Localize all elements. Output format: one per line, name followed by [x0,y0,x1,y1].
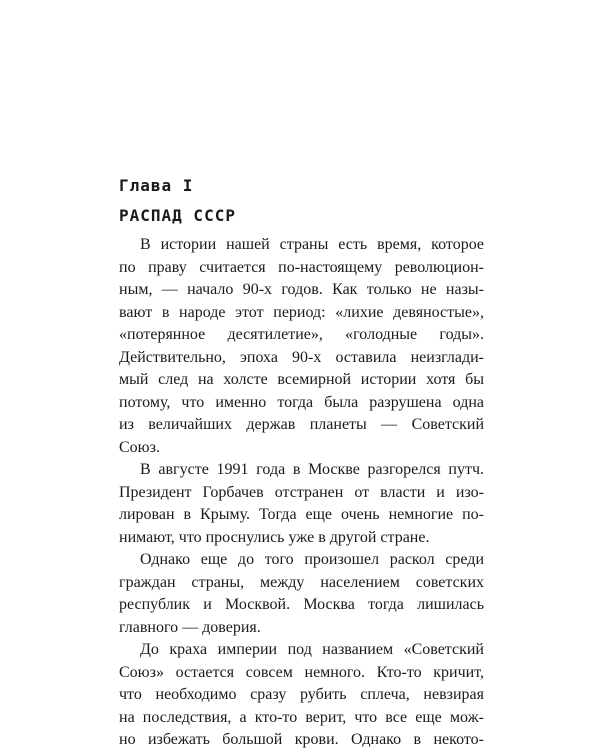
text-line: В августе 1991 года в Москве разгорелся путч. [140,461,484,478]
text-line: В истории нашей страны есть время, которое [140,236,484,253]
text-line: Действительно, эпоха 90-х оставила неизглади- [119,348,484,366]
body-text [119,234,484,752]
text-line: но избежать большой крови. Однако в некото- [119,731,484,748]
text-line: из величайших держав планеты — Советский [119,416,484,433]
text-line: Союз» остается совсем немного. Кто-то кричит, [119,663,484,681]
text-line: лирован в Крыму. Тогда еще очень немногие по- [119,506,484,523]
text-line: «потерянное десятилетие», «голодные годы». [119,326,484,343]
text-line: мый след на холсте всемирной истории хотя бы [119,371,484,388]
text-line: До краха империи под названием «Советский [140,641,484,658]
text-line: потому, что именно тогда была разрушена одна [119,393,484,411]
text-line: на последствия, а кто-то верит, что все еще мож- [119,708,484,726]
text-line: что необходимо сразу рубить сплеча, невзирая [119,686,484,703]
text-line: Однако еще до того произошел раскол среди [140,551,484,568]
text-line: республик и Москвой. Москва тогда лишилась [119,596,484,613]
text-line: по праву считается по-настоящему революцион- [119,258,484,276]
text-line: главного — доверия. [119,618,261,636]
chapter-title: РАСПАД СССР [119,206,236,225]
text-line: ным, — начало 90-х годов. Как только не назы- [119,281,484,298]
text-line: нимают, что проснулись уже в другой стране. [119,528,430,546]
chapter-label: Глава I [119,176,194,195]
text-line: граждан страны, между населением советских [119,573,484,591]
text-line: Президент Горбачев отстранен от власти и изо- [119,483,484,501]
text-line: вают в народе этот период: «лихие девяностые», [119,303,484,321]
text-line: Союз. [119,438,160,456]
